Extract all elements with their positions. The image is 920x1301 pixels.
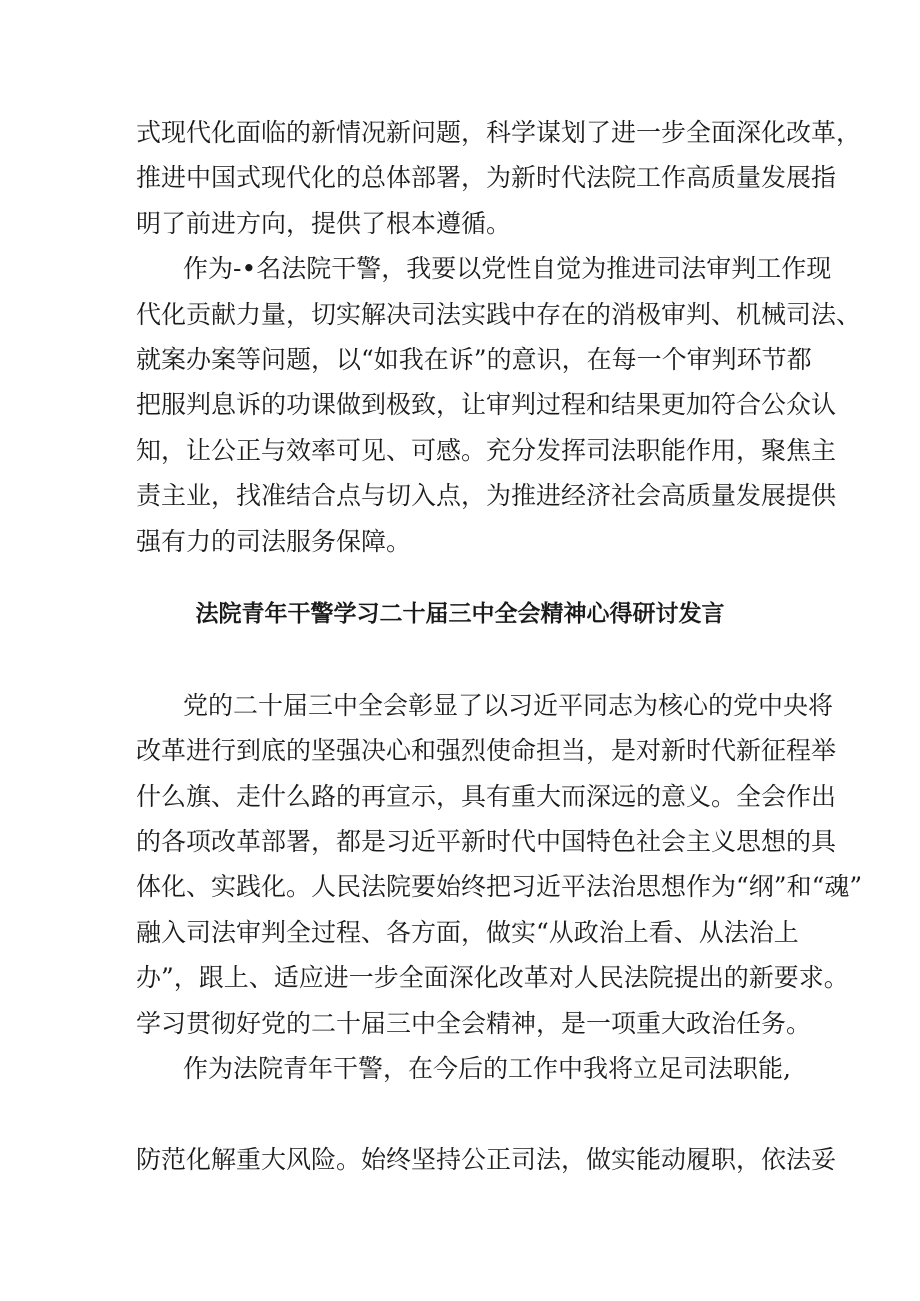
paragraph-line: 强有力的司法服务保障。 xyxy=(136,527,412,556)
paragraph-line: 就案办案等问题，以“如我在诉”的意识，在每一个审判环节都 xyxy=(136,345,812,374)
paragraph-line: 办”，跟上、适应进一步全面深化改革对人民法院提出的新要求。 xyxy=(136,963,849,992)
paragraph-line: 改革进行到底的坚强决心和强烈使命担当，是对新时代新征程举 xyxy=(136,736,837,765)
paragraph-line: 式现代化面临的新情况新问题，科学谋划了进一步全面深化改革， xyxy=(136,118,862,147)
paragraph-line: 代化贡献力量，切实解决司法实践中存在的消极审判、机械司法、 xyxy=(136,300,862,329)
paragraph-line: 作为-•名法院干警，我要以党性自觉为推进司法审判工作现 xyxy=(183,254,832,283)
paragraph-line: 明了前进方向，提供了根本遵循。 xyxy=(136,209,512,238)
paragraph-line: 防范化解重大风险。始终坚持公正司法，做实能动履职，依法妥 xyxy=(136,1145,837,1174)
paragraph-line: 学习贯彻好党的二十届三中全会精神，是一项重大政治任务。 xyxy=(136,1009,812,1038)
paragraph-line: 推进中国式现代化的总体部署，为新时代法院工作高质量发展指 xyxy=(136,163,837,192)
paragraph-line: 的各项改革部署，都是习近平新时代中国特色社会主义思想的具 xyxy=(136,827,837,856)
section-heading: 法院青年干警学习二十届三中全会精神心得研讨发言 xyxy=(195,600,725,627)
paragraph-line: 体化、实践化。人民法院要始终把习近平法治思想作为“纲”和“魂” xyxy=(136,872,863,901)
paragraph-line: 融入司法审判全过程、各方面，做实“从政治上看、从法治上 xyxy=(136,918,799,947)
paragraph-line: 知，让公正与效率可见、可感。充分发挥司法职能作用，聚焦主 xyxy=(136,436,837,465)
paragraph-line: 作为法院青年干警，在今后的工作中我将立足司法职能, xyxy=(183,1054,791,1083)
paragraph-line: 什么旗、走什么路的再宣示，具有重大而深远的意义。全会作出 xyxy=(136,782,837,811)
paragraph-line: 党的二十届三中全会彰显了以习近平同志为核心的党中央将 xyxy=(183,691,834,720)
paragraph-line: 把服判息诉的功课做到极致，让审判过程和结果更加符合公众认 xyxy=(136,390,837,419)
paragraph-line: 责主业，找准结合点与切入点，为推进经济社会高质量发展提供 xyxy=(136,481,837,510)
